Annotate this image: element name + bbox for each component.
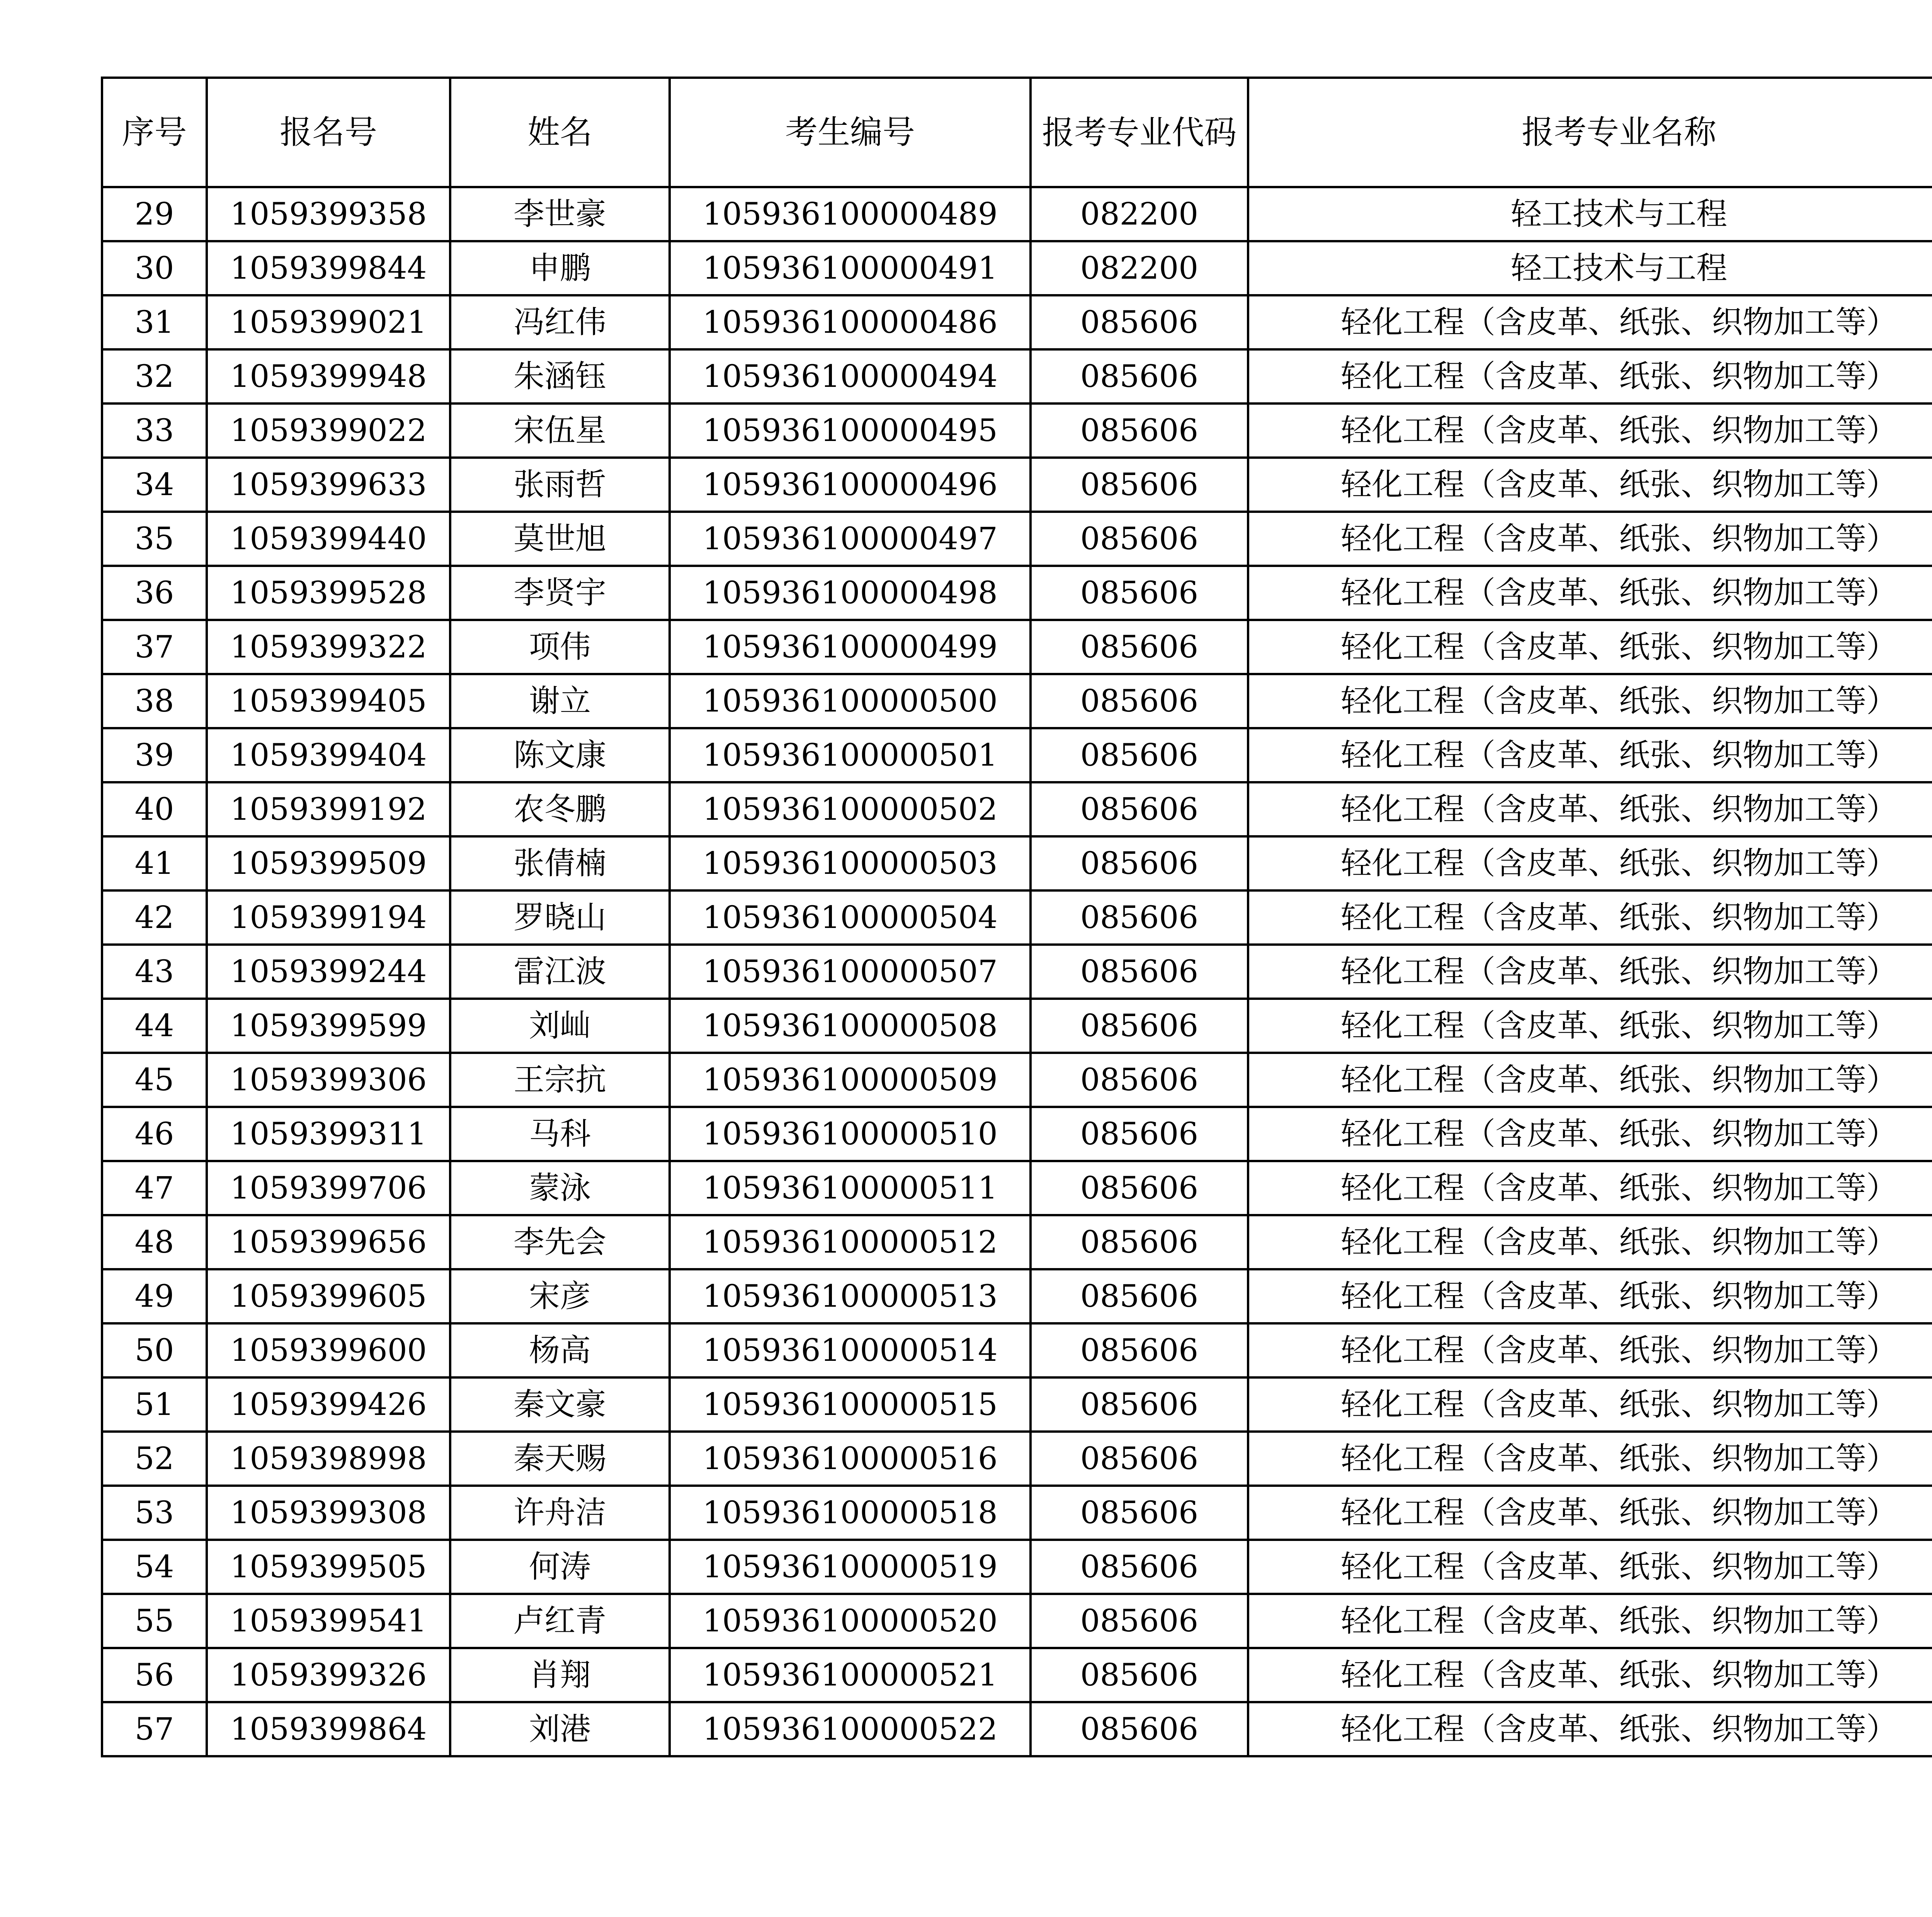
registration-no-cell: 1059399656 [207, 1215, 450, 1269]
major-name-cell: 轻化工程（含皮革、纸张、织物加工等） [1248, 1323, 1932, 1377]
table-row [102, 890, 1932, 945]
header-row [102, 78, 1932, 187]
index-cell: 30 [102, 241, 207, 295]
major-name-cell: 轻化工程（含皮革、纸张、织物加工等） [1248, 999, 1932, 1053]
index-cell: 38 [102, 674, 207, 728]
major-code-cell: 085606 [1031, 512, 1248, 566]
major-code-cell: 085606 [1031, 620, 1248, 674]
table-row [102, 782, 1932, 836]
major-name-cell: 轻化工程（含皮革、纸张、织物加工等） [1248, 1215, 1932, 1269]
index-cell: 55 [102, 1594, 207, 1648]
table-row [102, 1594, 1932, 1648]
major-code-cell: 082200 [1031, 241, 1248, 295]
registration-no-cell: 1059399426 [207, 1377, 450, 1432]
major-code-cell: 085606 [1031, 890, 1248, 945]
major-name-cell: 轻化工程（含皮革、纸张、织物加工等） [1248, 349, 1932, 403]
candidate-no-cell: 105936100000489 [670, 187, 1031, 241]
index-cell: 37 [102, 620, 207, 674]
major-code-cell: 085606 [1031, 1269, 1248, 1323]
major-name-cell: 轻化工程（含皮革、纸张、织物加工等） [1248, 1540, 1932, 1594]
table-body [102, 187, 1932, 1756]
candidate-no-cell: 105936100000520 [670, 1594, 1031, 1648]
major-name-cell: 轻化工程（含皮革、纸张、织物加工等） [1248, 458, 1932, 512]
index-cell: 40 [102, 782, 207, 836]
name-cell: 莫世旭 [450, 512, 670, 566]
major-name-cell: 轻化工程（含皮革、纸张、织物加工等） [1248, 512, 1932, 566]
major-name-cell: 轻化工程（含皮革、纸张、织物加工等） [1248, 295, 1932, 349]
name-cell: 张雨哲 [450, 458, 670, 512]
candidate-no-cell: 105936100000496 [670, 458, 1031, 512]
index-cell: 49 [102, 1269, 207, 1323]
candidate-list-sheet [101, 77, 1932, 1757]
name-cell: 农冬鹏 [450, 782, 670, 836]
name-cell: 蒙泳 [450, 1161, 670, 1215]
index-cell: 35 [102, 512, 207, 566]
table-row [102, 458, 1932, 512]
index-cell: 31 [102, 295, 207, 349]
registration-no-cell: 1059399021 [207, 295, 450, 349]
major-name-cell: 轻化工程（含皮革、纸张、织物加工等） [1248, 782, 1932, 836]
registration-no-cell: 1059399706 [207, 1161, 450, 1215]
table-row [102, 945, 1932, 999]
table-row [102, 403, 1932, 458]
major-code-cell: 082200 [1031, 187, 1248, 241]
header-cell-index: 序号 [102, 78, 207, 187]
candidate-no-cell: 105936100000504 [670, 890, 1031, 945]
table-row [102, 674, 1932, 728]
table-row [102, 241, 1932, 295]
name-cell: 秦天赐 [450, 1432, 670, 1486]
table-row [102, 1648, 1932, 1702]
registration-no-cell: 1059399605 [207, 1269, 450, 1323]
registration-no-cell: 1059399599 [207, 999, 450, 1053]
name-cell: 雷江波 [450, 945, 670, 999]
major-name-cell: 轻化工程（含皮革、纸张、织物加工等） [1248, 1269, 1932, 1323]
major-code-cell: 085606 [1031, 1540, 1248, 1594]
index-cell: 45 [102, 1053, 207, 1107]
registration-no-cell: 1059399308 [207, 1486, 450, 1540]
major-code-cell: 085606 [1031, 836, 1248, 890]
name-cell: 冯红伟 [450, 295, 670, 349]
registration-no-cell: 1059399509 [207, 836, 450, 890]
name-cell: 杨高 [450, 1323, 670, 1377]
major-code-cell: 085606 [1031, 1432, 1248, 1486]
candidate-no-cell: 105936100000509 [670, 1053, 1031, 1107]
major-name-cell: 轻工技术与工程 [1248, 187, 1932, 241]
candidate-no-cell: 105936100000513 [670, 1269, 1031, 1323]
index-cell: 36 [102, 566, 207, 620]
table-row [102, 295, 1932, 349]
name-cell: 刘屾 [450, 999, 670, 1053]
header-cell-major-name: 报考专业名称 [1248, 78, 1932, 187]
candidate-no-cell: 105936100000486 [670, 295, 1031, 349]
index-cell: 52 [102, 1432, 207, 1486]
candidate-no-cell: 105936100000507 [670, 945, 1031, 999]
index-cell: 34 [102, 458, 207, 512]
registration-no-cell: 1059399405 [207, 674, 450, 728]
major-code-cell: 085606 [1031, 728, 1248, 782]
major-code-cell: 085606 [1031, 1702, 1248, 1756]
major-name-cell: 轻化工程（含皮革、纸张、织物加工等） [1248, 1702, 1932, 1756]
index-cell: 56 [102, 1648, 207, 1702]
registration-no-cell: 1059399194 [207, 890, 450, 945]
candidate-no-cell: 105936100000522 [670, 1702, 1031, 1756]
candidate-no-cell: 105936100000491 [670, 241, 1031, 295]
index-cell: 48 [102, 1215, 207, 1269]
table-row [102, 1053, 1932, 1107]
registration-no-cell: 1059399244 [207, 945, 450, 999]
major-code-cell: 085606 [1031, 1648, 1248, 1702]
registration-no-cell: 1059399404 [207, 728, 450, 782]
index-cell: 39 [102, 728, 207, 782]
candidate-no-cell: 105936100000519 [670, 1540, 1031, 1594]
table-row [102, 1161, 1932, 1215]
table-row [102, 1377, 1932, 1432]
registration-no-cell: 1059398998 [207, 1432, 450, 1486]
registration-no-cell: 1059399948 [207, 349, 450, 403]
name-cell: 宋伍星 [450, 403, 670, 458]
major-name-cell: 轻化工程（含皮革、纸张、织物加工等） [1248, 1161, 1932, 1215]
major-code-cell: 085606 [1031, 458, 1248, 512]
candidate-no-cell: 105936100000511 [670, 1161, 1031, 1215]
registration-no-cell: 1059399844 [207, 241, 450, 295]
table-row [102, 728, 1932, 782]
name-cell: 朱涵钰 [450, 349, 670, 403]
candidate-no-cell: 105936100000499 [670, 620, 1031, 674]
registration-no-cell: 1059399505 [207, 1540, 450, 1594]
major-name-cell: 轻化工程（含皮革、纸张、织物加工等） [1248, 1053, 1932, 1107]
major-code-cell: 085606 [1031, 566, 1248, 620]
name-cell: 卢红青 [450, 1594, 670, 1648]
index-cell: 43 [102, 945, 207, 999]
major-code-cell: 085606 [1031, 1377, 1248, 1432]
header-cell-name: 姓名 [450, 78, 670, 187]
name-cell: 肖翔 [450, 1648, 670, 1702]
major-code-cell: 085606 [1031, 674, 1248, 728]
major-name-cell: 轻工技术与工程 [1248, 241, 1932, 295]
table-row [102, 1540, 1932, 1594]
index-cell: 44 [102, 999, 207, 1053]
index-cell: 41 [102, 836, 207, 890]
table-row [102, 620, 1932, 674]
candidate-no-cell: 105936100000518 [670, 1486, 1031, 1540]
candidate-no-cell: 105936100000510 [670, 1107, 1031, 1161]
name-cell: 王宗抗 [450, 1053, 670, 1107]
major-code-cell: 085606 [1031, 999, 1248, 1053]
major-name-cell: 轻化工程（含皮革、纸张、织物加工等） [1248, 1107, 1932, 1161]
registration-no-cell: 1059399633 [207, 458, 450, 512]
major-name-cell: 轻化工程（含皮革、纸张、织物加工等） [1248, 1486, 1932, 1540]
index-cell: 51 [102, 1377, 207, 1432]
major-name-cell: 轻化工程（含皮革、纸张、织物加工等） [1248, 836, 1932, 890]
candidate-no-cell: 105936100000515 [670, 1377, 1031, 1432]
table-row [102, 1107, 1932, 1161]
major-code-cell: 085606 [1031, 1161, 1248, 1215]
index-cell: 32 [102, 349, 207, 403]
candidate-no-cell: 105936100000512 [670, 1215, 1031, 1269]
major-name-cell: 轻化工程（含皮革、纸张、织物加工等） [1248, 1432, 1932, 1486]
candidate-no-cell: 105936100000500 [670, 674, 1031, 728]
major-name-cell: 轻化工程（含皮革、纸张、织物加工等） [1248, 620, 1932, 674]
name-cell: 谢立 [450, 674, 670, 728]
index-cell: 50 [102, 1323, 207, 1377]
candidate-no-cell: 105936100000502 [670, 782, 1031, 836]
name-cell: 宋彦 [450, 1269, 670, 1323]
registration-no-cell: 1059399440 [207, 512, 450, 566]
name-cell: 罗晓山 [450, 890, 670, 945]
name-cell: 何涛 [450, 1540, 670, 1594]
candidate-no-cell: 105936100000501 [670, 728, 1031, 782]
header-cell-registration-no: 报名号 [207, 78, 450, 187]
registration-no-cell: 1059399528 [207, 566, 450, 620]
table-row [102, 512, 1932, 566]
table-row [102, 1486, 1932, 1540]
registration-no-cell: 1059399541 [207, 1594, 450, 1648]
index-cell: 53 [102, 1486, 207, 1540]
header-cell-major-code: 报考专业代码 [1031, 78, 1248, 187]
name-cell: 陈文康 [450, 728, 670, 782]
major-name-cell: 轻化工程（含皮革、纸张、织物加工等） [1248, 1594, 1932, 1648]
index-cell: 33 [102, 403, 207, 458]
candidate-no-cell: 105936100000497 [670, 512, 1031, 566]
header-cell-candidate-no: 考生编号 [670, 78, 1031, 187]
registration-no-cell: 1059399600 [207, 1323, 450, 1377]
candidate-no-cell: 105936100000498 [670, 566, 1031, 620]
registration-no-cell: 1059399306 [207, 1053, 450, 1107]
name-cell: 许舟洁 [450, 1486, 670, 1540]
table-row [102, 349, 1932, 403]
name-cell: 张倩楠 [450, 836, 670, 890]
table-row [102, 187, 1932, 241]
index-cell: 54 [102, 1540, 207, 1594]
registration-no-cell: 1059399322 [207, 620, 450, 674]
major-code-cell: 085606 [1031, 1486, 1248, 1540]
major-name-cell: 轻化工程（含皮革、纸张、织物加工等） [1248, 566, 1932, 620]
name-cell: 李贤宇 [450, 566, 670, 620]
major-name-cell: 轻化工程（含皮革、纸张、织物加工等） [1248, 890, 1932, 945]
major-code-cell: 085606 [1031, 1053, 1248, 1107]
major-code-cell: 085606 [1031, 1323, 1248, 1377]
name-cell: 李世豪 [450, 187, 670, 241]
table-row [102, 566, 1932, 620]
table-row [102, 999, 1932, 1053]
index-cell: 42 [102, 890, 207, 945]
major-code-cell: 085606 [1031, 1215, 1248, 1269]
table-row [102, 1702, 1932, 1756]
candidate-table [101, 77, 1932, 1757]
candidate-no-cell: 105936100000495 [670, 403, 1031, 458]
registration-no-cell: 1059399311 [207, 1107, 450, 1161]
index-cell: 29 [102, 187, 207, 241]
major-name-cell: 轻化工程（含皮革、纸张、织物加工等） [1248, 674, 1932, 728]
name-cell: 项伟 [450, 620, 670, 674]
major-code-cell: 085606 [1031, 1107, 1248, 1161]
candidate-no-cell: 105936100000521 [670, 1648, 1031, 1702]
major-code-cell: 085606 [1031, 1594, 1248, 1648]
major-code-cell: 085606 [1031, 349, 1248, 403]
table-row [102, 1432, 1932, 1486]
candidate-no-cell: 105936100000508 [670, 999, 1031, 1053]
major-name-cell: 轻化工程（含皮革、纸张、织物加工等） [1248, 403, 1932, 458]
major-name-cell: 轻化工程（含皮革、纸张、织物加工等） [1248, 1377, 1932, 1432]
registration-no-cell: 1059399326 [207, 1648, 450, 1702]
registration-no-cell: 1059399864 [207, 1702, 450, 1756]
table-row [102, 1215, 1932, 1269]
major-code-cell: 085606 [1031, 782, 1248, 836]
registration-no-cell: 1059399022 [207, 403, 450, 458]
major-code-cell: 085606 [1031, 403, 1248, 458]
candidate-no-cell: 105936100000514 [670, 1323, 1031, 1377]
table-row [102, 1269, 1932, 1323]
major-code-cell: 085606 [1031, 295, 1248, 349]
major-name-cell: 轻化工程（含皮革、纸张、织物加工等） [1248, 1648, 1932, 1702]
index-cell: 47 [102, 1161, 207, 1215]
registration-no-cell: 1059399358 [207, 187, 450, 241]
major-name-cell: 轻化工程（含皮革、纸张、织物加工等） [1248, 945, 1932, 999]
registration-no-cell: 1059399192 [207, 782, 450, 836]
index-cell: 46 [102, 1107, 207, 1161]
name-cell: 申鹏 [450, 241, 670, 295]
name-cell: 李先会 [450, 1215, 670, 1269]
name-cell: 刘港 [450, 1702, 670, 1756]
name-cell: 马科 [450, 1107, 670, 1161]
table-row [102, 1323, 1932, 1377]
candidate-no-cell: 105936100000516 [670, 1432, 1031, 1486]
candidate-no-cell: 105936100000503 [670, 836, 1031, 890]
candidate-no-cell: 105936100000494 [670, 349, 1031, 403]
index-cell: 57 [102, 1702, 207, 1756]
major-name-cell: 轻化工程（含皮革、纸张、织物加工等） [1248, 728, 1932, 782]
name-cell: 秦文豪 [450, 1377, 670, 1432]
table-row [102, 836, 1932, 890]
major-code-cell: 085606 [1031, 945, 1248, 999]
